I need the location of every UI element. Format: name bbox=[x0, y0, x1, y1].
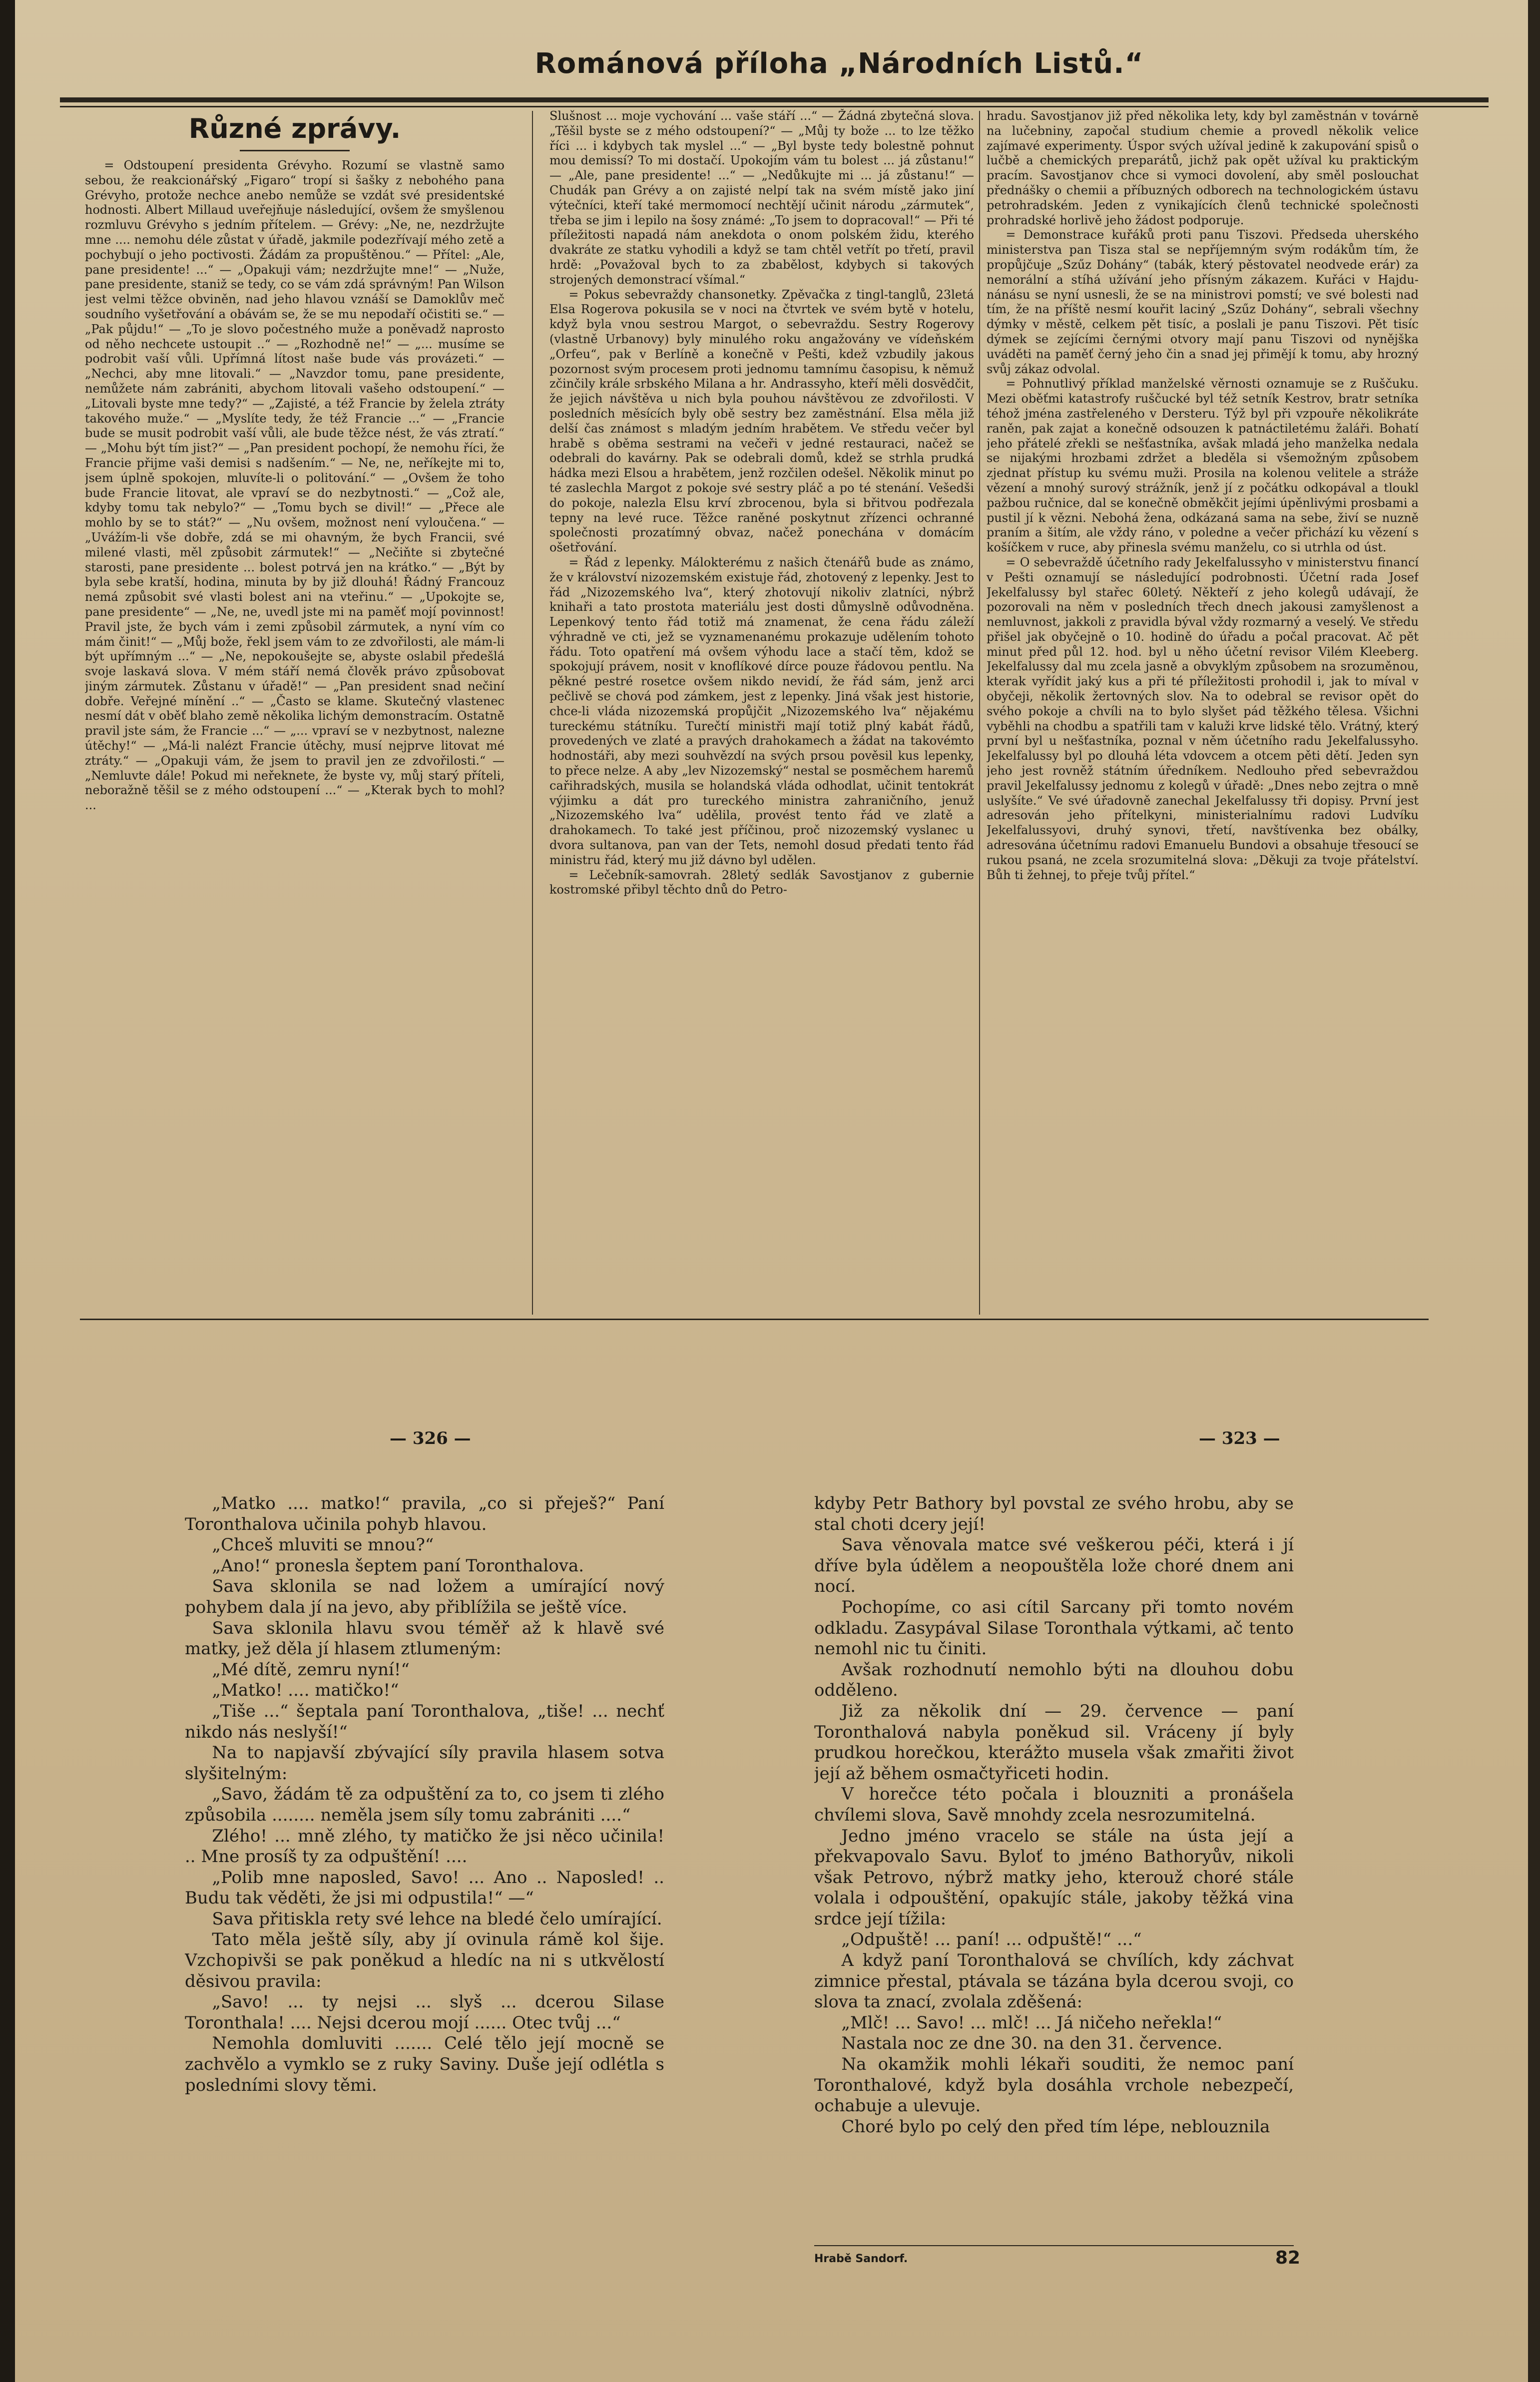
page-number: 82 bbox=[1275, 2248, 1301, 2268]
novel-paragraph: Jedno jméno vracelo se stále na ústa její a překvapovalo Savu. Byloť to jméno Bathoryův, nikoli však Petrovo, nýbrž matky jeho, kterouž choré stále volala i odpouštění, opakujíc stále, jakoby těžká vina srdce její tížila: bbox=[814, 1826, 1294, 1929]
news-column-3 bbox=[987, 109, 1419, 1318]
novel-paragraph: Sava sklonila se nad ložem a umírající nový pohybem dala jí na jevo, aby přiblížila se ještě více. bbox=[185, 1576, 664, 1617]
novel-paragraph: Sava přitiskla rety své lehce na bledé čelo umírající. bbox=[212, 1908, 662, 1929]
news-item: = Řád z lepenky. Málokterému z našich čtenářů bude as známo, že v království nizozemském existuje řád, zhotovený z lepenky. Jest to řád „Nizozemského lva“, který zhotovují nikoliv zlatníci, nýbrž knihaři a tato prostota materiálu jest dosti důmyslně odůvodněna. Lepenkový tento řád totiž má znamenat, že cena řádu záleží výhradně ve cti, jež se vyznamenanému prokazuje udělením tohoto řádu. Toto opatření má ovšem výhodu lace a stačí těm, kdož se spokojují právem, nosit v knoflíkové dírce pouze řádovou pentlu. Na pěkné pestré rosetce ovšem nikdo nevidí, že řád sám, jenž arci pečlivě se chová pod zámkem, jest z lepenky. Jiná však jest historie, chce-li vláda nizozemská propůjčit „Nizozemského lva“ nějakému tureckému státníku. Turečtí ministři mají totiž plný kabát řádů, provedených ve zlaté a pravých drahokamech a žádat na takovémto hodnostáři, aby mezi souhvězdí na svých prsou pověsil kus lepenky, to přece nelze. A aby „lev Nizozemský“ nestal se posměchem haremů cařihradských, musila se holandská vláda odhodlat, učinit tentokrát výjimku a dát pro tureckého ministra zahraničního, jenuž „Nizozemského lva“ udělila, provést tento řád ve zlatě a drahokamech. To také jest příčinou, proč nizozemský vyslanec u dvora sultanova, pan van der Tets, nemohl dosud předati tento řád ministru řád, který mu již dávno byl udělen. bbox=[549, 555, 974, 867]
news-item: = Demonstrace kuřáků proti panu Tiszovi. Předseda uherského ministerstva pan Tisza stal se nepříjemným svým rodákům tím, že propůjčuje „Szűz Dohány“ (tabák, který pěstovatel neodvede erár) za nemorální a stíhá užívání jeho přísným zákazem. Kuřáci v Hajdu-nánásu se nyní usnesli, že se na ministrovi pomstí; ve své bolesti nad tím, že na příště nesmí kouřit laciný „Szűz Dohány“, sebrali všechny dýmky v městě, celkem pět tisíc, a poslali je panu Tiszovi. Pět tisíc dýmek se zejícími černými otvory mají panu Tiszovi od nynějška uváděti na paměť černý jeho čin a snad jej přimějí k tomu, aby hrozný svůj zákaz odvolal. bbox=[987, 228, 1419, 376]
column-divider bbox=[979, 111, 980, 1315]
news-item: = Pohnutlivý příklad manželské věrnosti oznamuje se z Ruščuku. Mezi oběťmi katastrofy ruščucké byl též setník Kestrov, bratr setníka téhož jména zastřeleného v Dersteru. Týž byl při vzpouře několikráte raněn, pak zajat a konečně odsouzen k patnáctiletému žaláři. Bohatí jeho přátelé zřekli se nešťastníka, avšak mladá jeho manželka nedala se nijakými hrozbami zdržet a bleděla si všemožným způsobem zjednat přístup ku svému muži. Prosila na kolenou velitele a stráže vězení a mnohý surový strážník, jenž jí z počátku odkopával a tloukl pažbou ručnice, dal se konečně obměkčit jejími úpěnlivými prosbami a pustil jí k vězni. Nebohá žena, odkázaná sama na sebe, živí se nuzně praním a šitím, ale vždy ráno, v poledne a večer přichází ku vězení s košíčkem v ruce, aby přinesla svému manželu, co si utrhla od úst. bbox=[987, 377, 1419, 555]
novel-paragraph: „Matko .... matko!“ pravila, „co si přeješ?“ Paní Toronthalova učinila pohyb hlavou. bbox=[185, 1493, 664, 1534]
masthead-rule bbox=[60, 97, 1489, 102]
news-item: = Lečebník-samovrah. 28letý sedlák Savostjanov z gubernie kostromské přibyl těchto dnů do Petro- bbox=[549, 868, 974, 897]
news-item: = Odstoupení presidenta Grévyho. Rozumí se vlastně samo sebou, že reakcionářský „Figaro“ tropí si šašky z nebohého pana Grévyho, protože nechce anebo nemůže se vzdát své presidentské hodnosti. Albert Millaud uveřejňuje následující, ovšem že smyšlenou rozmluvu Grévyho s jedním přítelem. — Grévy: „Ne, ne, nezdržujte mne .... nemohu déle zůstat v úřadě, jakmile podezřívají mého zetě a pochybují o jeho poctivosti. Žádám za propuštěnou.“ — Přítel: „Ale, pane presidente! ...“ — „Opakuji vám; nezdržujte mne!“ — „Nuže, pane presidente, staniž se tedy, co se vám zdá správným! Pan Wilson jest velmi těžce obviněn, nad jeho hlavou vznáší se Damoklův meč soudního vyšetřování a obávám se, že se mu nepodaří očistiti se.“ — „Pak půjdu!“ — „To je slovo počestného muže a poněvadž naprosto od něho nechcete ustoupit ..“ — „Rozhodně ne!“ — „... musíme se podrobit vaší vůli. Upřímná lítost naše bude vás provázeti.“ — „Nechci, aby mne litovali.“ — „Navzdor tomu, pane presidente, nemůžete nám zabrániti, abychom litovali vašeho odstoupení.“ — „Litovali byste mne tedy?“ — „Zajisté, a též Francie by želela ztráty takového muže.“ — „Myslíte tedy, že též Francie ...“ — „Francie bude se musit podrobit vaší vůli, ale bude těžce nést, že vás ztratí.“ — „Mohu být tím jist?“ — „Pan president pochopí, že nemohu říci, že Francie přijme vaši demisi s nadšením.“ — Ne, ne, neříkejte mi to, jsem úplně spokojen, mluvíte-li o politování.“ — „Ovšem že toho bude Francie litovat, ale vpraví se do nezbytnosti.“ — „Což ale, kdyby tomu tak nebylo?“ — „Tomu bych se divil!“ — „Přece ale mohlo by se to stát?“ — „Nu ovšem, možnost není vyloučena.“ — „Uvážím-li vše dobře, zdá se mi ohavným, že bych Francii, své milené vlasti, měl způsobit zármutek!“ — „Nečiňte si zbytečné starosti, pane presidente ... bolest potrvá jen na krátko.“ — „Být by byla sebe kratší, hodina, minuta by by již dlouhá! Řádný Francouz nemá způsobit své vlasti bolest ani na vteřinu.“ — „Upokojte se, pane presidente“ — „Ne, ne, uvedl jste mi na paměť mojí povinnost! Pravil jste, že bych vám i zemi způsobil zármutek, a nyní vím co mám činit!“ — „Můj bože, řekl jsem vám to ze zdvořilosti, ale mám-li být upřímným ...“ — „Ne, nepokoušejte se, abyste oslabil předešlá svoje laskavá slova. V mém stáří nemá člověk právo způsobovat jiným zármutek. Zůstanu v úřadě!“ — „Pan president snad nečiní dobře. Veřejné mínění ..“ — „Často se klame. Skutečný vlastenec nesmí dát v oběť blaho země několika lichým demonstracím. Ostatně pravil jste sám, že Francie ...“ — „... vpraví se v nezbytnost, nalezne útěchy!“ — „Má-li nalézt Francie útěchy, musí nejprve litovat mé ztráty.“ — „Opakuji vám, že jsem to pravil jen ze zdvořilosti.“ — „Nemluvte dále! Pokud mi neřeknete, že byste vy, můj starý příteli, neboražně těšil se z mého odstoupení ...“ — „Kterak bych to mohl? ... bbox=[85, 158, 505, 813]
section-title-rule bbox=[240, 150, 350, 151]
scan-edge-left bbox=[0, 0, 15, 2382]
scan-edge-right bbox=[1528, 0, 1540, 2382]
news-item: = Pokus sebevraždy chansonetky. Zpěvačka z tingl-tanglů, 23letá Elsa Rogerova pokusila se v noci na čtvrtek ve svém bytě v hotelu, když byla vnou sestrou Margot, o sebevraždu. Sestry Rogerovy (vlastně Urbanovy) byly minulého roku angažovány ve vídeňském „Orfeu“, pak v Berlíně a konečně v Pešti, kdež vzbudily jakous pozornost svým procesem proti jednomu tamnímu časopisu, k němuž zčinčily krále srbského Milana a hr. Andrassyho, kteří měli dosvědčit, že jejich návštěva u nich byla pouhou návštěvou ze zdvořilosti. V posledních měsících byly obě sestry bez zaměstnání. Elsa měla již delší čas známost s mladým jedním hrabětem. Ve středu večer byl hrabě s oběma sestrami na večeři v jedné restauraci, načež se odebrali do kavárny. Pak se odebrali domů, kdež se strhla prudká hádka mezi Elsou a hrabětem, jenž rozčilen odešel. Několik minut po té zaslechla Margot z pokoje své sestry pláč a po té stenání. Vešedši do pokoje, nalezla Elsu krví zbrocenou, byla si břitvou podřezala tepny na levé ruce. Těžce raněné poskytnut zřízenci ochranné společnosti prozatímný obvaz, načež ponechána v domácím ošetřování. bbox=[549, 287, 974, 555]
novel-paragraph: Nastala noc ze dne 30. na den 31. července. bbox=[841, 2033, 1223, 2054]
novel-column-right bbox=[814, 1493, 1294, 2243]
news-column-1 bbox=[85, 109, 505, 1318]
footer-rule bbox=[814, 2245, 1294, 2246]
masthead: Románová příloha „Národních Listů.“ bbox=[534, 47, 1144, 80]
folio-left: — 326 — bbox=[390, 1429, 471, 1448]
novel-paragraph: Pochopíme, co asi cítil Sarcany při tomto novém odkladu. Zasypával Silase Toronthala výtkami, ač tento nemohl nic tu činiti. bbox=[814, 1597, 1294, 1659]
section-title: Různé zprávy. bbox=[188, 113, 401, 144]
novel-paragraph: „Odpuště! ... paní! ... odpuště!“ ...“ bbox=[841, 1929, 1142, 1950]
novel-paragraph: Tato měla ještě síly, aby jí ovinula rámě kol šije. Vzchopivši se pak poněkud a hledíc na ni s utkvělostí děsivou pravila: bbox=[185, 1929, 664, 1991]
column-divider bbox=[532, 111, 533, 1315]
novel-paragraph: „Mé dítě, zemru nyní!“ bbox=[212, 1659, 410, 1680]
novel-paragraph: Na okamžik mohli lékaři souditi, že nemoc paní Toronthalové, když byla dosáhla vrchole nebezpečí, ochabuje a ulevuje. bbox=[814, 2054, 1294, 2116]
novel-paragraph: kdyby Petr Bathory byl povstal ze svého hrobu, aby se stal choti dcery její! bbox=[814, 1493, 1294, 1534]
novel-paragraph: „Savo, žádám tě za odpuštění za to, co jsem ti zlého způsobila ........ neměla jsem síly tomu zabrániti ....“ bbox=[185, 1784, 664, 1825]
novel-paragraph: „Mlč! ... Savo! ... mlč! ... Já ničeho neřekla!“ bbox=[841, 2012, 1222, 2033]
novel-paragraph: Sava věnovala matce své veškerou péči, která i jí dříve byla údělem a neopouštěla lože choré dnem ani nocí. bbox=[814, 1535, 1294, 1597]
section-divider-rule bbox=[80, 1319, 1429, 1320]
novel-paragraph: „Ano!“ pronesla šeptem paní Toronthalova. bbox=[212, 1555, 584, 1576]
novel-paragraph: „Tiše ...“ šeptala paní Toronthalova, „tiše! ... nechť nikdo nás neslyší!“ bbox=[185, 1701, 664, 1742]
novel-paragraph: Zlého! ... mně zlého, ty matičko že jsi něco učinila! .. Mne prosíš ty za odpuštění! .... bbox=[185, 1826, 664, 1867]
novel-paragraph: „Matko! .... matičko!“ bbox=[212, 1680, 399, 1701]
news-column-2 bbox=[549, 109, 974, 1318]
novel-paragraph: Nemohla domluviti ....... Celé tělo její mocně se zachvělo a vymklo se z ruky Saviny. Duše její odlétla s posledními slovy těmi. bbox=[185, 2033, 664, 2095]
novel-paragraph: „Savo! ... ty nejsi ... slyš ... dcerou Silase Toronthala! .... Nejsi dcerou mojí ...... Otec tvůj ...“ bbox=[185, 1992, 664, 2033]
folio-right: — 323 — bbox=[1199, 1429, 1280, 1448]
novel-column-left bbox=[185, 1493, 664, 2243]
news-item: = O sebevraždě účetního rady Jekelfalussyho v ministerstvu financí v Pešti oznamují se následující podrobnosti. Účetní rada Josef Jekelfalussy byl stařec 60letý. Někteří z jeho kolegů udávají, že pozorovali na něm v posledních třech dnech jakousi zamyšlenost a nemluvnost, jakkoli z pravidla býval vždy rozmarný a veselý. Ve středu přišel jak obyčejně o 10. hodině do úřadu a počal pracovat. Ač pět minut před půl 12. hod. byl u něho účetní revisor Vilém Kleeberg. Jekelfalussy dal mu zcela jasně a obvyklým způsobem na srozuměnou, kterak vyřídit jaký kus a při té příležitosti prohodil i, jak to míval v obyčeji, několik žertovných slov. Na to odebral se revisor opět do svého pokoje a chvíli na to bylo slyšet pád těžkého tělesa. Všichni vyběhli na chodbu a spatřili tam v kaluži krve lidské tělo. Vrátný, který první byl u nešťastníka, poznal v něm účetního radu Jekelfalussyho. Jekelfalussy byl po dlouhá léta vdovcem a otcem pěti dětí. Jeden syn jeho jest rovněž státním úředníkem. Nedlouho před sebevraždou pravil Jekelfalussy jednomu z kolegů v úřadě: „Dnes nebo zejtra o mně uslyšíte.“ Ve své úřadovně zanechal Jekelfalussy tři dopisy. První jest adresován jeho přítelkyni, ministerialnímu radovi Ludvíku Jekelfalussyovi, druhý synovi, třetí, navštívenka bez obálky, adresována účetnímu radovi Emanuelu Bundovi a obsahuje třesoucí se rukou psaná, ne zcela srozumitelná slova: „Děkuji za tvoje přátelství. Bůh ti žehnej, to přeje tvůj přítel.“ bbox=[987, 555, 1419, 882]
masthead-rule-thin bbox=[60, 106, 1489, 107]
novel-paragraph: „Chceš mluviti se mnou?“ bbox=[212, 1535, 434, 1555]
novel-paragraph: Na to napjavší zbývající síly pravila hlasem sotva slyšitelným: bbox=[185, 1743, 664, 1784]
news-item: hradu. Savostjanov již před několika lety, kdy byl zaměstnán v továrně na lučebniny, započal studium chemie a provedl několik velice zajímavé experimenty. Úspor svých užíval jedině k zakupování spisů o lučbě a chemických preparátů, jichž pak opět užíval ku praktickým pracím. Savostjanov chce si vymoci dovolení, aby směl poslouchat přednášky o chemii a příbuzných odborech na technologickém ústavu petrohradském. Jeden z vynikajících členů technické společnosti prohradské horlivě jeho žádost podporuje. bbox=[987, 109, 1419, 227]
novel-paragraph: Choré bylo po celý den před tím lépe, neblouznila bbox=[841, 2116, 1270, 2137]
novel-paragraph: Sava sklonila hlavu svou téměř až k hlavě své matky, jež děla jí hlasem ztlumeným: bbox=[185, 1618, 664, 1659]
novel-paragraph: Avšak rozhodnutí nemohlo býti na dlouhou dobu odděleno. bbox=[814, 1659, 1294, 1701]
news-item: Slušnost ... moje vychování ... vaše stáří ...“ — Žádná zbytečná slova. „Těšil byste se z mého odstoupení?“ — „Můj ty bože ... to lze těžko říci ... i kdybych tak myslel ...“ — „Byl byste tedy bolestně pohnut mou demissí? To mi dostačí. Upokojím vám tu bolest ... já zůstanu!“ — „Ale, pane presidente! ...“ — „Nedůkujte mi ... já zůstanu!“ — Chudák pan Grévy a on zajisté nelpí tak na svém místě jako jiní výtečníci, kteří také mermomocí nechtějí učinit národu „zármutek“, třeba se jim i lepilo na šosy známé: „To jsem to dopracoval!“ — Při té příležitosti napadá nám anekdota o onom polském židu, kterého dvakráte ze statku vyhodili a když se tam chtěl vetřít po třetí, pravil hrdě: „Považoval bych to za zbabělost, kdybych si takových strojených demonstrací všímal.“ bbox=[549, 109, 974, 287]
novel-paragraph: „Polib mne naposled, Savo! ... Ano .. Naposled! .. Budu tak věděti, že jsi mi odpustila!“ —“ bbox=[185, 1867, 664, 1908]
novel-paragraph: A když paní Toronthalová se chvílích, kdy záchvat zimnice přestal, ptávala se tázána byla dcerou svoji, co slova ta znací, zvolala zděšená: bbox=[814, 1950, 1294, 2012]
novel-paragraph: V horečce této počala i blouzniti a pronášela chvílemi slova, Savě mnohdy zcela nesrozumitelná. bbox=[814, 1784, 1294, 1825]
signature-line: Hrabě Sandorf. bbox=[814, 2253, 908, 2265]
novel-paragraph: Již za několik dní — 29. července — paní Toronthalová nabyla poněkud sil. Vráceny jí byly prudkou horečkou, kterážto musela však zmařiti život její až během osmačtyřiceti hodin. bbox=[814, 1701, 1294, 1784]
